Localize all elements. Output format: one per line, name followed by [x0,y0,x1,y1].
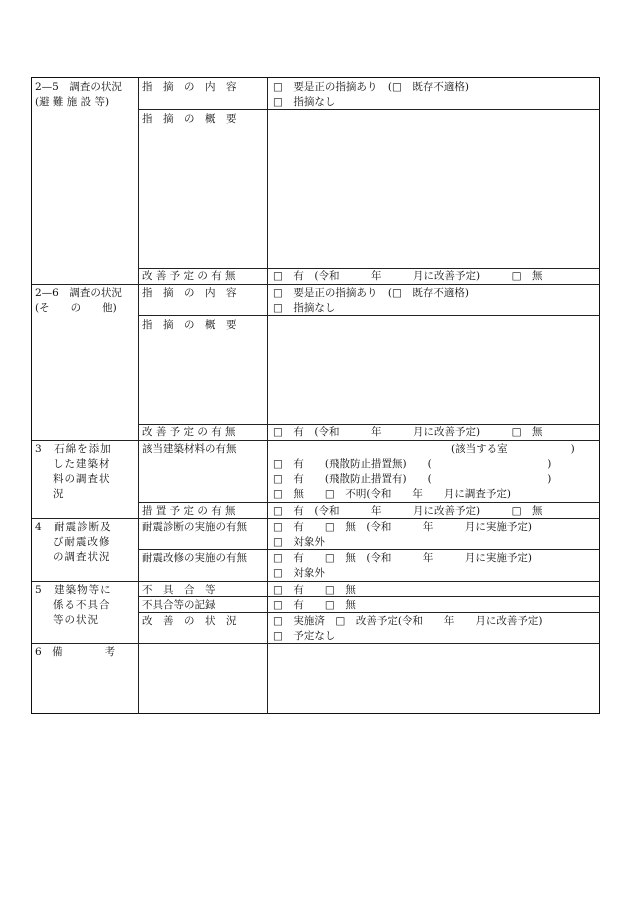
section-2-5-finding-option-none[interactable]: □ 指摘なし [273,96,336,108]
row-divider [138,315,600,316]
section-2-5-finding-label: 指 摘 の 内 容 [142,81,237,93]
section-4-diagnosis-options[interactable]: □ 有 □ 無 (令和 年 月に実施予定) [273,521,533,533]
section-2-5-subtitle: (避 難 施 設 等) [35,96,110,108]
row-divider [138,502,600,503]
section-3-option-none-unknown[interactable]: □ 無 □ 不明(令和 年 月に調査予定) [273,488,512,500]
section-6-remarks-field[interactable] [269,645,599,713]
section-6-remarks-title: 6 備 考 [35,646,116,658]
column-divider [138,78,139,714]
section-4-title: 4 耐震診断及 [35,521,112,533]
section-divider [32,518,600,519]
row-divider [138,549,600,550]
section-2-6-summary-field[interactable] [269,317,599,423]
section-2-5-title: 2—5 調査の状況 [35,81,122,93]
section-3-measure-options[interactable]: □ 有 (令和 年 月に改善予定) □ 無 [273,505,543,517]
section-2-5-finding-option-correction[interactable]: □ 要是正の指摘あり (□ 既存不適格) [273,81,470,93]
section-3-option-no-prevention[interactable]: □ 有 (飛散防止措置無) ( ) [273,458,552,470]
section-5-title-line2: 係る不具合 [53,599,111,611]
section-divider [32,581,600,582]
inspection-form-table [31,77,600,714]
section-3-title-line4: 況 [53,488,64,500]
column-divider [267,78,268,714]
section-2-5-improvement-options[interactable]: □ 有 (令和 年 月に改善予定) □ 無 [273,270,543,282]
section-2-6-finding-option-none[interactable]: □ 指摘なし [273,302,336,314]
section-3-material-label: 該当建築材料の有無 [142,443,237,455]
section-2-5-summary-field[interactable] [269,111,599,267]
section-2-6-finding-option-correction[interactable]: □ 要是正の指摘あり (□ 既存不適格) [273,287,470,299]
section-2-6-improvement-label: 改 善 予 定 の 有 無 [142,426,236,438]
section-5-record-options[interactable]: □ 有 □ 無 [273,599,356,611]
section-4-retrofit-label: 耐震改修の実施の有無 [142,552,247,564]
section-divider [32,643,600,644]
row-divider [138,109,600,110]
section-2-5-summary-label: 指 摘 の 概 要 [142,113,237,125]
row-divider [138,612,600,613]
section-5-improvement-none[interactable]: □ 予定なし [273,630,336,642]
row-divider [138,268,600,269]
section-divider [32,440,600,441]
section-3-measure-label: 措 置 予 定 の 有 無 [142,505,236,517]
section-5-improvement-label: 改 善 の 状 況 [142,615,237,627]
section-2-6-subtitle: (そ の 他) [35,302,117,314]
section-2-6-title: 2—6 調査の状況 [35,287,122,299]
section-2-6-finding-label: 指 摘 の 内 容 [142,287,237,299]
section-2-6-improvement-options[interactable]: □ 有 (令和 年 月に改善予定) □ 無 [273,426,543,438]
section-5-record-label: 不具合等の記録 [142,599,216,611]
section-3-option-prevention[interactable]: □ 有 (飛散防止措置有) ( ) [273,473,552,485]
section-5-defect-label: 不 具 合 等 [142,584,216,596]
section-5-defect-options[interactable]: □ 有 □ 無 [273,584,356,596]
section-4-title-line3: の調査状況 [53,551,111,563]
section-5-title: 5 建築物等に [35,584,112,596]
section-3-title: 3 石綿を添加 [35,443,112,455]
section-4-diagnosis-not-applicable[interactable]: □ 対象外 [273,536,325,548]
section-2-5-improvement-label: 改 善 予 定 の 有 無 [142,270,236,282]
section-4-retrofit-options[interactable]: □ 有 □ 無 (令和 年 月に実施予定) [273,552,533,564]
section-3-room-note: (該当する室 ) [451,443,575,455]
section-3-title-line3: 料の調査状 [53,473,111,485]
section-4-retrofit-not-applicable[interactable]: □ 対象外 [273,567,325,579]
section-divider [32,284,600,285]
section-4-title-line2: び耐震改修 [53,536,111,548]
row-divider [138,424,600,425]
section-5-improvement-options[interactable]: □ 実施済 □ 改善予定(令和 年 月に改善予定) [273,615,543,627]
section-3-title-line2: した建築材 [53,458,111,470]
section-2-6-summary-label: 指 摘 の 概 要 [142,319,237,331]
section-4-diagnosis-label: 耐震診断の実施の有無 [142,521,247,533]
section-5-title-line3: 等の状況 [53,614,99,626]
